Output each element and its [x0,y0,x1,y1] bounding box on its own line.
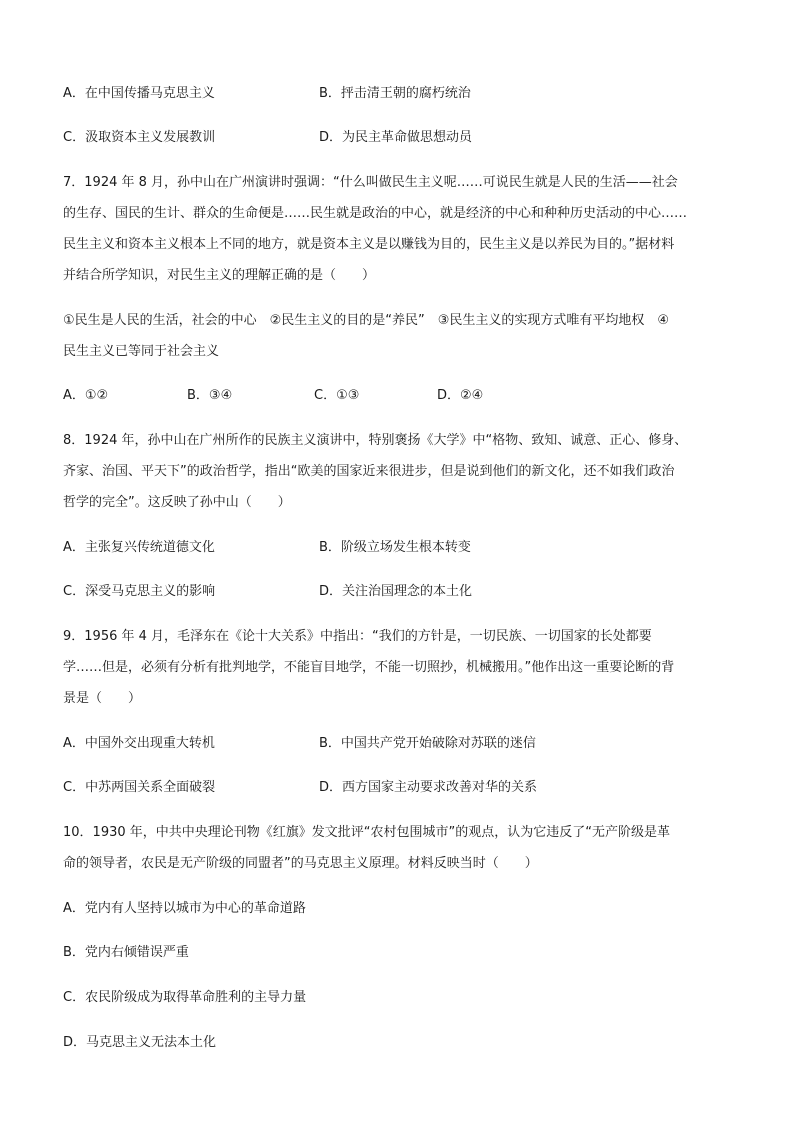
q7-stem-line-1: 7．1924 年 8 月，孙中山在广州演讲时强调：“什么叫做民生主义呢……可说民生就是人民的生活——社会 [63,175,678,190]
q8-option-b[interactable]: B．阶级立场发生根本转变 [319,540,471,555]
q9-options-row-1 [63,736,743,752]
q9-option-c[interactable]: C．中苏两国关系全面破裂 [63,780,216,795]
q6-option-b[interactable]: B．抨击清王朝的腐朽统治 [319,86,471,101]
q8-option-d[interactable]: D．关注治国理念的本土化 [319,584,473,599]
q7-stem-line-3: 民生主义和资本主义根本上不同的地方，就是资本主义是以赚钱为目的，民生主义是以养民为目的。”据材料 [63,237,675,252]
q6-option-a[interactable]: A．在中国传播马克思主义 [63,86,215,101]
q7-stem-line-4: 并结合所学知识，对民生主义的理解正确的是（ ） [63,268,376,283]
q8-options-row-1 [63,540,743,556]
q7-option-c[interactable]: C．①③ [314,388,360,403]
q8-stem-line-2: 齐家、治国、平天下”的政治哲学，指出“欧美的国家近来很进步，但是说到他们的新文化，还不如我们政治 [63,464,675,479]
q9-stem-line-3: 景是（ ） [63,691,142,706]
q9-stem-line-1: 9．1956 年 4 月，毛泽东在《论十大关系》中指出：“我们的方针是，一切民族、一切国家的长处都要 [63,629,652,644]
q8-options-row-2 [63,584,743,600]
q10-option-b[interactable]: B．党内右倾错误严重 [63,945,189,960]
q6-options-row-2 [63,130,743,146]
q6-option-d[interactable]: D．为民主革命做思想动员 [319,130,473,145]
q7-options-row [63,388,743,404]
q8-option-c[interactable]: C．深受马克思主义的影响 [63,584,216,599]
q9-stem-line-2: 学……但是，必须有分析有批判地学，不能盲目地学，不能一切照抄，机械搬用。”他作出这一重要论断的背 [63,660,675,675]
q10-option-a[interactable]: A．党内有人坚持以城市为中心的革命道路 [63,901,306,916]
q10-stem-line-2: 命的领导者，农民是无产阶级的同盟者”的马克思主义原理。材料反映当时（ ） [63,856,538,871]
q7-option-a[interactable]: A．①② [63,388,109,403]
q7-option-b[interactable]: B．③④ [187,388,233,403]
q7-statements-line-1: ①民生是人民的生活，社会的中心 ②民生主义的目的是“养民” ③民生主义的实现方式唯有平均地权 ④ [63,313,670,328]
q8-option-a[interactable]: A．主张复兴传统道德文化 [63,540,215,555]
q8-stem-line-1: 8．1924 年，孙中山在广州所作的民族主义演讲中，特别褒扬《大学》中“格物、致知、诚意、正心、修身、 [63,433,688,448]
q9-options-row-2 [63,780,743,796]
q7-statements-line-2: 民生主义已等同于社会主义 [63,344,220,359]
q7-option-d[interactable]: D．②④ [437,388,484,403]
q6-option-c[interactable]: C．汲取资本主义发展教训 [63,130,216,145]
q10-option-d[interactable]: D．马克思主义无法本土化 [63,1035,217,1050]
q10-stem-line-1: 10．1930 年，中共中央理论刊物《红旗》发文批评“农村包围城市”的观点，认为它违反了“无产阶级是革 [63,825,670,840]
q9-option-d[interactable]: D．西方国家主动要求改善对华的关系 [319,780,538,795]
q8-stem-line-3: 哲学的完全”。这反映了孙中山（ ） [63,495,291,510]
q9-option-a[interactable]: A．中国外交出现重大转机 [63,736,215,751]
q9-option-b[interactable]: B．中国共产党开始破除对苏联的迷信 [319,736,536,751]
q10-option-c[interactable]: C．农民阶级成为取得革命胜利的主导力量 [63,990,307,1005]
q7-stem-line-2: 的生存、国民的生计、群众的生命便是……民生就是政治的中心，就是经济的中心和种种历史活动的中心…… [63,206,688,221]
q6-options-row-1 [63,86,743,102]
